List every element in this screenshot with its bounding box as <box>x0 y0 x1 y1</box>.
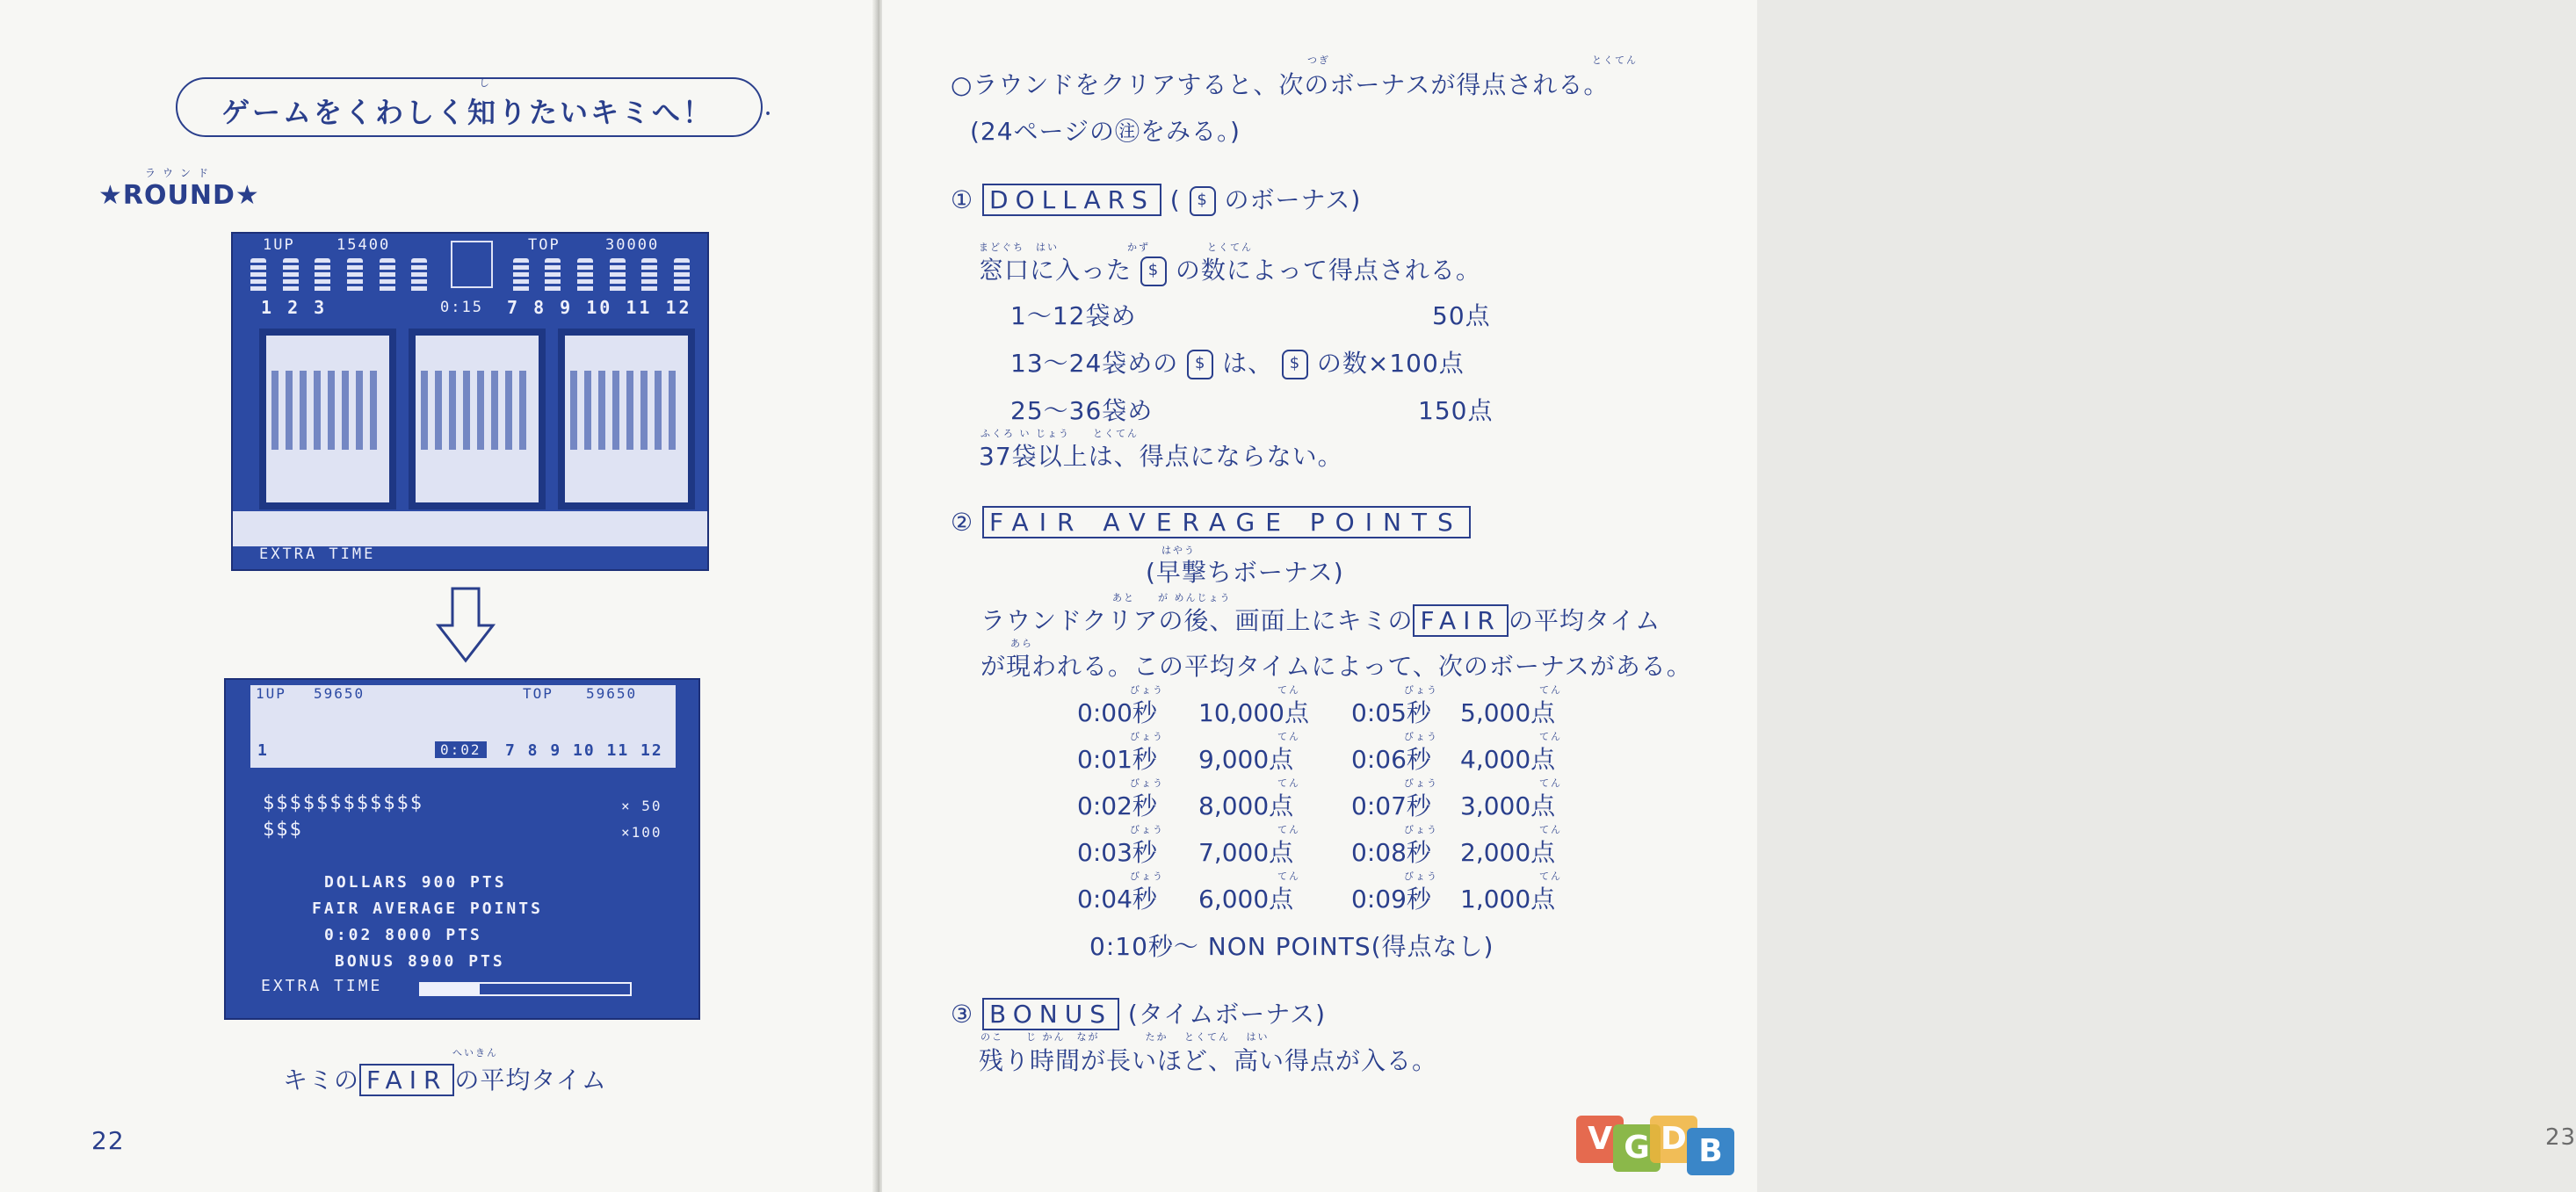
section-number: ③ <box>951 1000 974 1029</box>
fair-table-cell: 0:09秒 <box>1351 885 1431 914</box>
table-ruby-ten: てん <box>1539 871 1562 882</box>
extra-time-label: EXTRA TIME <box>261 977 383 995</box>
dollars-row-2-range: 13～24袋めの <box>1010 349 1179 378</box>
money-bag-icon: $ <box>1282 350 1308 379</box>
dollars-row-1-range: 1～12袋め <box>1010 301 1137 330</box>
collected-dollar-bags <box>263 791 423 843</box>
multiplier-100: ×100 <box>621 824 662 841</box>
title-bracket-mark: ⸳ <box>764 95 773 126</box>
fair-table-cell: 4,000点 <box>1460 745 1556 774</box>
extra-time-label: EXTRA TIME <box>259 545 376 563</box>
section-paren-text: (タイムボーナス) <box>1127 1000 1327 1029</box>
dollars-note: 37袋以上は、得点にならない。 <box>979 442 1343 471</box>
fair-table-cell: 0:07秒 <box>1351 791 1431 820</box>
section-number: ① <box>951 185 974 214</box>
hud-score: 15400 <box>336 236 391 254</box>
hud-1up-label: 1UP <box>256 685 286 702</box>
table-ruby-byou: びょう <box>1404 871 1438 882</box>
fair-desc-line-2: が現われる。この平均タイムによって、次のボーナスがある。 <box>980 652 1692 681</box>
section-boxed-title: BONUS <box>982 998 1119 1030</box>
fair-table-cell: 0:00秒 <box>1077 698 1157 727</box>
logo-letter-b: B <box>1687 1128 1734 1175</box>
table-ruby-ten: てん <box>1539 777 1562 789</box>
fair-final-row: 0:10秒～ NON POINTS(得点なし) <box>1089 932 1494 961</box>
screenshot-caption <box>283 1061 607 1096</box>
title-ruby: し <box>479 76 490 89</box>
table-ruby-byou: びょう <box>1130 871 1164 882</box>
bank-counter-floor <box>233 511 707 546</box>
caption-pre: キミの <box>283 1066 360 1094</box>
intro-ruby-tsugi: つぎ <box>1307 54 1330 66</box>
down-arrow-icon <box>437 587 495 662</box>
extra-time-fill <box>421 984 480 994</box>
table-ruby-byou: びょう <box>1130 731 1164 742</box>
dollars-row-2-mid: は、 <box>1222 349 1274 378</box>
extra-time-bar <box>419 982 632 996</box>
bags-row-2: $$$ <box>263 819 303 841</box>
fair-desc-line-1 <box>980 602 1661 637</box>
left-page <box>0 0 875 1192</box>
table-ruby-ten: てん <box>1277 777 1300 789</box>
bank-door <box>558 329 695 509</box>
desc-pre: 窓口に入った <box>979 256 1132 285</box>
game-screenshot-round <box>231 232 709 571</box>
table-ruby-ten: てん <box>1277 731 1300 742</box>
logo-letter-g: G <box>1613 1124 1661 1172</box>
section-fair-sub: (早撃ちボーナス) <box>1146 558 1344 587</box>
caption-ruby: へいきん <box>452 1047 498 1058</box>
fair-table-cell: 7,000点 <box>1198 838 1294 867</box>
section-number: ② <box>951 508 974 537</box>
table-ruby-ten: てん <box>1539 684 1562 696</box>
right-page <box>882 0 2576 1192</box>
dollars-row-3-range: 25～36袋め <box>1010 396 1154 425</box>
page-title: ゲームをくわしく知りたいキミへ！ <box>221 96 713 129</box>
fair-table-cell: 10,000点 <box>1198 698 1309 727</box>
section-boxed-title: FAIR AVERAGE POINTS <box>982 506 1471 538</box>
desc2-ruby: あら <box>1010 638 1033 649</box>
bank-door <box>409 329 546 509</box>
table-ruby-byou: びょう <box>1130 684 1164 696</box>
sub-ruby: はやう <box>1161 545 1196 556</box>
fair-table-cell: 0:02秒 <box>1077 791 1157 820</box>
section-dollars-heading <box>951 181 1361 216</box>
hud-top-score: 30000 <box>605 236 660 254</box>
fair-table-cell: 0:06秒 <box>1351 745 1431 774</box>
fair-table-cell: 9,000点 <box>1198 745 1294 774</box>
door-numbers-right: 7 8 9 10 11 12 <box>505 741 663 760</box>
fair-table-cell: 0:08秒 <box>1351 838 1431 867</box>
money-bag-icon: $ <box>1187 350 1213 379</box>
note-ruby: ふくろ い じょう とくてん <box>980 428 1139 439</box>
logo-letter-d: D <box>1650 1116 1697 1163</box>
hud-score: 59650 <box>314 685 365 702</box>
page-number-left: 22 <box>91 1126 125 1155</box>
desc1-pre: ラウンドクリアの後、画面上にキミの <box>980 606 1414 635</box>
table-ruby-ten: てん <box>1277 824 1300 835</box>
fair-table-cell: 0:01秒 <box>1077 745 1157 774</box>
table-ruby-byou: びょう <box>1130 777 1164 789</box>
table-ruby-byou: びょう <box>1404 684 1438 696</box>
table-ruby-ten: てん <box>1277 684 1300 696</box>
fair-table-cell: 8,000点 <box>1198 791 1294 820</box>
dollars-row-3-points: 150点 <box>1418 396 1494 425</box>
section-boxed-title: DOLLARS <box>982 184 1161 216</box>
round-timer: 0:15 <box>440 299 483 316</box>
game-screenshot-bonus <box>224 678 700 1020</box>
intro-line-1: ○ラウンドをクリアすると、次のボーナスが得点される。 <box>951 70 1610 99</box>
dollars-points-line: DOLLARS 900 PTS <box>324 873 507 892</box>
intro-line-2: (24ページの㊟をみる。) <box>970 117 1241 146</box>
bonus-points-line: BONUS 8900 PTS <box>335 952 505 971</box>
money-bag-icon: $ <box>1140 256 1167 286</box>
hud-top-label: TOP <box>523 685 554 702</box>
desc-post: の数によって得点される。 <box>1175 256 1481 285</box>
page-number-right: 23 <box>2545 1124 2576 1151</box>
hud-top-label: TOP <box>528 236 561 254</box>
dollars-row-2-tail: の数×100点 <box>1316 349 1465 378</box>
round-heading: ★ROUND★ <box>98 180 260 211</box>
fair-table-cell: 1,000点 <box>1460 885 1556 914</box>
bonus-desc: 残り時間が長いほど、高い得点が入る。 <box>979 1046 1438 1075</box>
paren-open: ( <box>1169 185 1181 214</box>
fair-table-cell: 2,000点 <box>1460 838 1556 867</box>
intro-ruby-tokuten: とくてん <box>1592 54 1638 66</box>
table-ruby-byou: びょう <box>1130 824 1164 835</box>
fair-table-cell: 0:05秒 <box>1351 698 1431 727</box>
hud-top-score: 59650 <box>586 685 638 702</box>
section-dollars-desc <box>979 251 1481 286</box>
section-fair-heading <box>951 508 1471 537</box>
fair-time-points-line: 0:02 8000 PTS <box>324 926 482 944</box>
hud-1up-label: 1UP <box>263 236 295 254</box>
table-ruby-byou: びょう <box>1404 777 1438 789</box>
table-ruby-byou: びょう <box>1404 824 1438 835</box>
table-ruby-byou: びょう <box>1404 731 1438 742</box>
dollars-row-1-points: 50点 <box>1432 301 1491 330</box>
desc1-post: の平均タイム <box>1508 606 1661 635</box>
multiplier-50: × 50 <box>621 798 662 814</box>
desc-ruby: まどぐち はい かず とくてん <box>979 242 1253 253</box>
money-bag-icon: $ <box>1190 186 1216 216</box>
door-numbers-left: 1 <box>257 741 269 760</box>
logo-letter-v: V <box>1576 1116 1624 1163</box>
fair-table-cell: 5,000点 <box>1460 698 1556 727</box>
fair-table-cell: 0:03秒 <box>1077 838 1157 867</box>
table-ruby-ten: てん <box>1539 824 1562 835</box>
table-ruby-ten: てん <box>1277 871 1300 882</box>
desc-ruby: のこ じ かん なが たか とくてん はい <box>980 1031 1270 1043</box>
fair-average-points-line: FAIR AVERAGE POINTS <box>312 899 543 918</box>
bank-door <box>259 329 396 509</box>
table-ruby-ten: てん <box>1539 731 1562 742</box>
desc1-ruby: あと が めんじょう <box>1112 592 1232 603</box>
round-ruby: ラウンド <box>145 167 216 179</box>
fair-table-cell: 3,000点 <box>1460 791 1556 820</box>
door-numbers-left: 1 2 3 <box>261 297 328 318</box>
caption-boxed-fair: FAIR <box>359 1064 454 1096</box>
dollars-row-2 <box>1010 344 1465 379</box>
round-timer: 0:02 <box>435 741 487 758</box>
vgdb-watermark-logo <box>1576 1116 1734 1179</box>
fair-table-cell: 6,000点 <box>1198 885 1294 914</box>
door-numbers-right: 7 8 9 10 11 12 <box>507 297 692 318</box>
section-paren-text: のボーナス) <box>1224 185 1362 214</box>
desc1-boxed-fair: FAIR <box>1413 604 1508 637</box>
bank-house-icon <box>451 241 493 288</box>
fair-table-cell: 0:04秒 <box>1077 885 1157 914</box>
section-bonus-heading <box>951 995 1326 1030</box>
bags-row-1: $$$$$$$$$$$$ <box>263 792 423 814</box>
caption-post: の平均タイム <box>454 1066 607 1094</box>
